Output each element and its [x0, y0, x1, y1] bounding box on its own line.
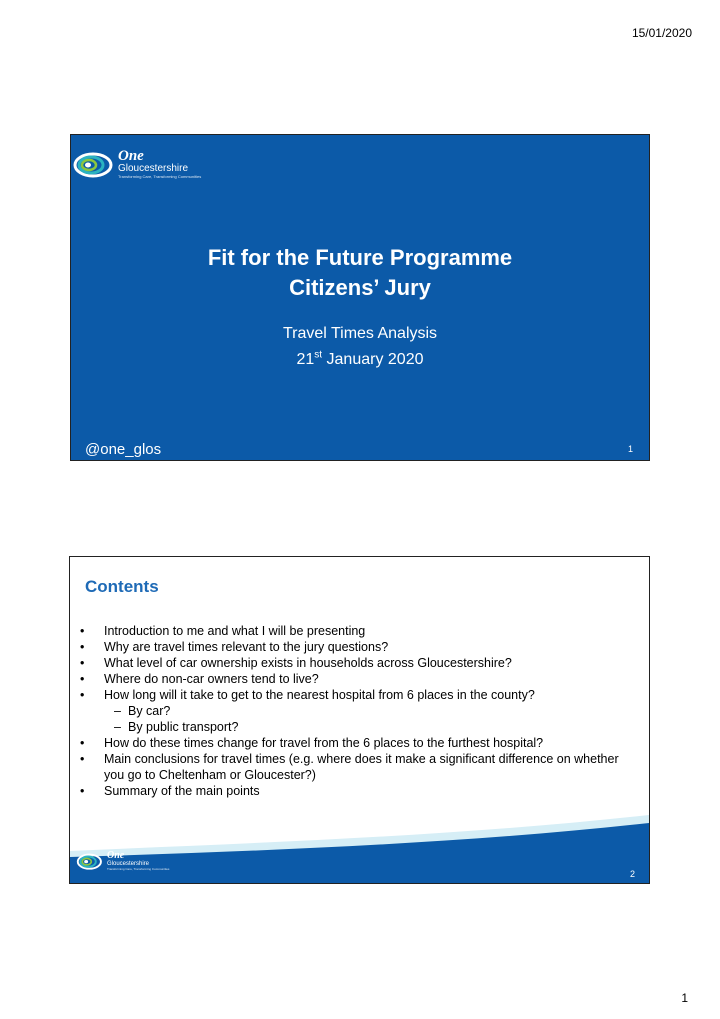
list-item-text: By public transport? [128, 720, 239, 734]
slide-number: 1 [627, 444, 633, 454]
bullet-marker: • [80, 688, 85, 702]
bullet-marker: • [80, 736, 85, 750]
list-item-text: How do these times change for travel from the 6 places to the furthest hospital? [104, 736, 544, 750]
title-slide [70, 134, 650, 461]
logo-tagline-text: Transforming Care, Transforming Communities [118, 174, 202, 179]
list-item [78, 671, 641, 687]
footer-logo [76, 851, 169, 871]
bullet-marker: • [80, 656, 85, 670]
subtitle-month-year: January 2020 [322, 351, 424, 368]
slide-subtitle [71, 321, 649, 373]
list-item-text: What level of car ownership exists in households across Gloucestershire? [104, 656, 512, 670]
list-item-text: Introduction to me and what I will be presenting [104, 624, 366, 638]
list-item-text: How long will it take to get to the nearest hospital from 6 places in the county? [104, 688, 535, 702]
one-gloucestershire-logo [73, 149, 201, 179]
contents-list [78, 623, 641, 799]
list-item [78, 655, 641, 671]
bullet-marker: – [114, 720, 121, 734]
slide-title [71, 243, 649, 303]
header-date: 15/01/2020 [631, 26, 692, 40]
list-item [78, 703, 641, 719]
bullet-marker: • [80, 752, 85, 766]
list-item-text: Summary of the main points [104, 784, 260, 798]
logo-one-text: One [118, 148, 144, 164]
list-item [78, 751, 641, 783]
list-item [78, 735, 641, 751]
list-item-text: Why are travel times relevant to the jury questions? [104, 640, 389, 654]
bullet-marker: • [80, 624, 85, 638]
subtitle-ordinal: st [314, 349, 323, 361]
list-item [78, 719, 641, 735]
bullet-marker: • [80, 672, 85, 686]
list-item-text: Where do non-car owners tend to live? [104, 672, 319, 686]
title-line-1: Fit for the Future Programme [207, 245, 513, 270]
subtitle-day: 21 [296, 351, 315, 368]
footer-logo-tagline-text: Transforming Care, Transforming Communities [107, 867, 170, 871]
list-item [78, 687, 641, 703]
list-item-text: Main conclusions for travel times (e.g. where does it make a significant difference on whether you go to Cheltenham or Gloucester?) [104, 752, 619, 782]
bullet-marker: • [80, 640, 85, 654]
subtitle-line-2 [71, 347, 649, 373]
footer-swirl-logo-icon [76, 852, 104, 870]
page-number: 1 [681, 991, 688, 1005]
footer-logo-name-text: Gloucestershire [107, 861, 150, 867]
swirl-logo-icon [73, 150, 115, 178]
contents-slide [69, 556, 650, 884]
list-item [78, 783, 641, 799]
logo-name-text: Gloucestershire [118, 163, 189, 174]
footer-logo-one-text: One [107, 850, 125, 861]
footer-wave [70, 811, 649, 883]
twitter-handle: @one_glos [85, 441, 162, 458]
list-item-text: By car? [128, 704, 171, 718]
title-line-2: Citizens’ Jury [289, 275, 431, 300]
bullet-marker: • [80, 784, 85, 798]
contents-heading: Contents [85, 577, 159, 596]
subtitle-line-1: Travel Times Analysis [282, 325, 438, 342]
slide-number: 2 [629, 869, 635, 879]
list-item [78, 639, 641, 655]
list-item [78, 623, 641, 639]
bullet-marker: – [114, 704, 121, 718]
